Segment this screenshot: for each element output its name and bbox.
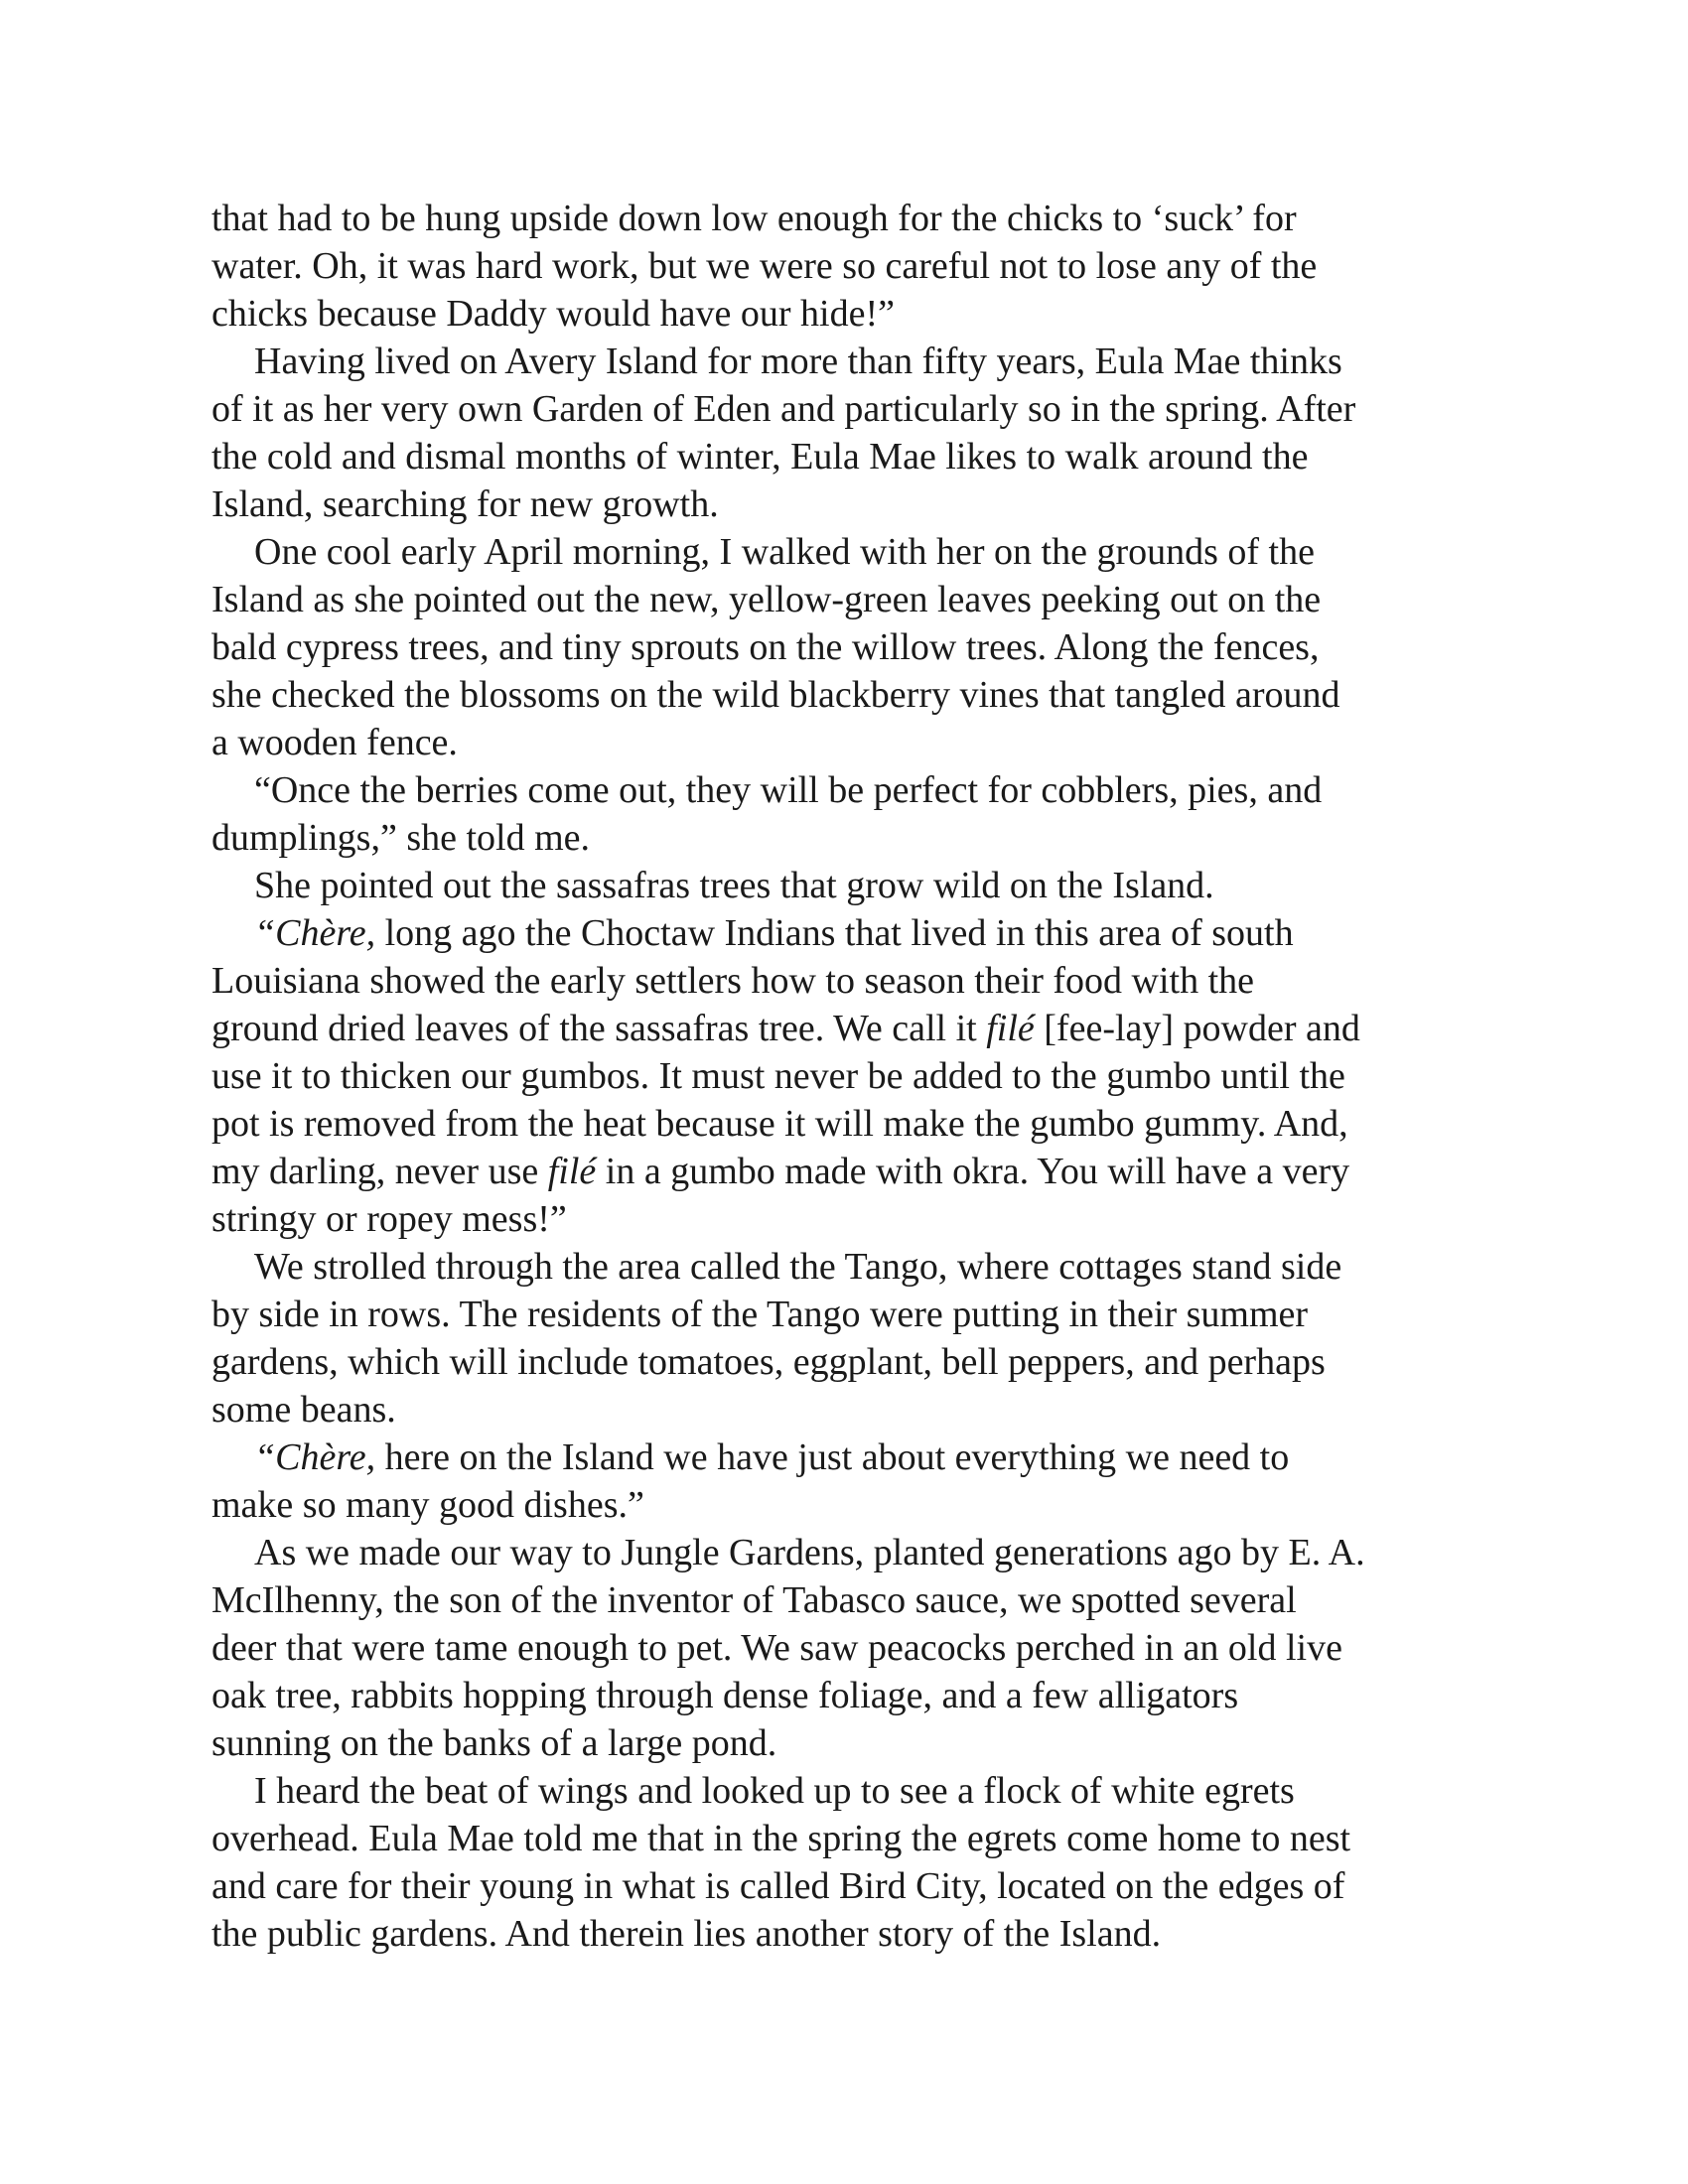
text-line: bald cypress trees, and tiny sprouts on the willow trees. Along the fences,: [211, 626, 1320, 668]
text-line: She pointed out the sassafras trees that grow wild on the Island.: [254, 865, 1214, 906]
text-line: Louisiana showed the early settlers how to season their food with the: [211, 960, 1255, 1002]
text-line: gardens, which will include tomatoes, eggplant, bell peppers, and perhaps: [211, 1341, 1326, 1383]
text-line: “Chère, long ago the Choctaw Indians that lived in this area of south: [254, 912, 1294, 954]
text-line: Having lived on Avery Island for more than fifty years, Eula Mae thinks: [254, 341, 1342, 382]
italic-term: “Chère,: [254, 912, 376, 954]
text-line: As we made our way to Jungle Gardens, planted generations ago by E. A.: [254, 1532, 1365, 1573]
text-line: deer that were tame enough to pet. We saw peacocks perched in an old live: [211, 1627, 1342, 1669]
paragraph: [211, 195, 1492, 338]
text-line: overhead. Eula Mae told me that in the spring the egrets come home to nest: [211, 1818, 1351, 1859]
text-line: and care for their young in what is called Bird City, located on the edges of: [211, 1865, 1345, 1907]
italic-term: filé: [986, 1008, 1035, 1049]
italic-term: “Chère,: [254, 1436, 376, 1478]
paragraph: [211, 909, 1492, 1243]
text-line: oak tree, rabbits hopping through dense foliage, and a few alligators: [211, 1675, 1239, 1716]
text-line: We strolled through the area called the Tango, where cottages stand side: [254, 1246, 1342, 1288]
paragraph: [211, 528, 1492, 766]
text-line: I heard the beat of wings and looked up to see a flock of white egrets: [254, 1770, 1295, 1812]
text-line: One cool early April morning, I walked with her on the grounds of the: [254, 531, 1315, 573]
text-line: ground dried leaves of the sassafras tree. We call it filé [fee-lay] powder and: [211, 1008, 1360, 1049]
text-line: dumplings,” she told me.: [211, 817, 591, 859]
text-line: of it as her very own Garden of Eden and particularly so in the spring. After: [211, 388, 1356, 430]
paragraph: [211, 1433, 1492, 1529]
text-line: pot is removed from the heat because it will make the gumbo gummy. And,: [211, 1103, 1348, 1145]
text-line: make so many good dishes.”: [211, 1484, 644, 1526]
paragraph: [211, 1243, 1492, 1433]
text-line: by side in rows. The residents of the Tango were putting in their summer: [211, 1294, 1309, 1335]
paragraph: [211, 766, 1492, 862]
paragraph: [211, 862, 1492, 909]
text-line: Island, searching for new growth.: [211, 483, 719, 525]
text-line: she checked the blossoms on the wild blackberry vines that tangled around: [211, 674, 1340, 716]
text-line: the cold and dismal months of winter, Eula Mae likes to walk around the: [211, 436, 1309, 478]
text-line: “Chère, here on the Island we have just about everything we need to: [254, 1436, 1290, 1478]
text-line: McIlhenny, the son of the inventor of Tabasco sauce, we spotted several: [211, 1579, 1297, 1621]
text-line: a wooden fence.: [211, 722, 458, 763]
paragraph: [211, 1767, 1492, 1958]
italic-term: filé: [547, 1151, 597, 1192]
text-line: sunning on the banks of a large pond.: [211, 1722, 777, 1764]
text-line: that had to be hung upside down low enough for the chicks to ‘suck’ for: [211, 198, 1297, 239]
text-line: stringy or ropey mess!”: [211, 1198, 567, 1240]
paragraph: [211, 1529, 1492, 1767]
text-line: Island as she pointed out the new, yellow-green leaves peeking out on the: [211, 579, 1322, 620]
paragraph: [211, 338, 1492, 528]
text-line: some beans.: [211, 1389, 396, 1431]
text-line: the public gardens. And therein lies another story of the Island.: [211, 1913, 1162, 1955]
text-line: chicks because Daddy would have our hide!”: [211, 293, 895, 335]
text-line: water. Oh, it was hard work, but we were so careful not to lose any of the: [211, 245, 1318, 287]
text-line: “Once the berries come out, they will be perfect for cobblers, pies, and: [254, 769, 1323, 811]
text-line: my darling, never use filé in a gumbo made with okra. You will have a very: [211, 1151, 1350, 1192]
text-line: use it to thicken our gumbos. It must never be added to the gumbo until the: [211, 1055, 1345, 1097]
book-page-body: [211, 195, 1492, 1958]
